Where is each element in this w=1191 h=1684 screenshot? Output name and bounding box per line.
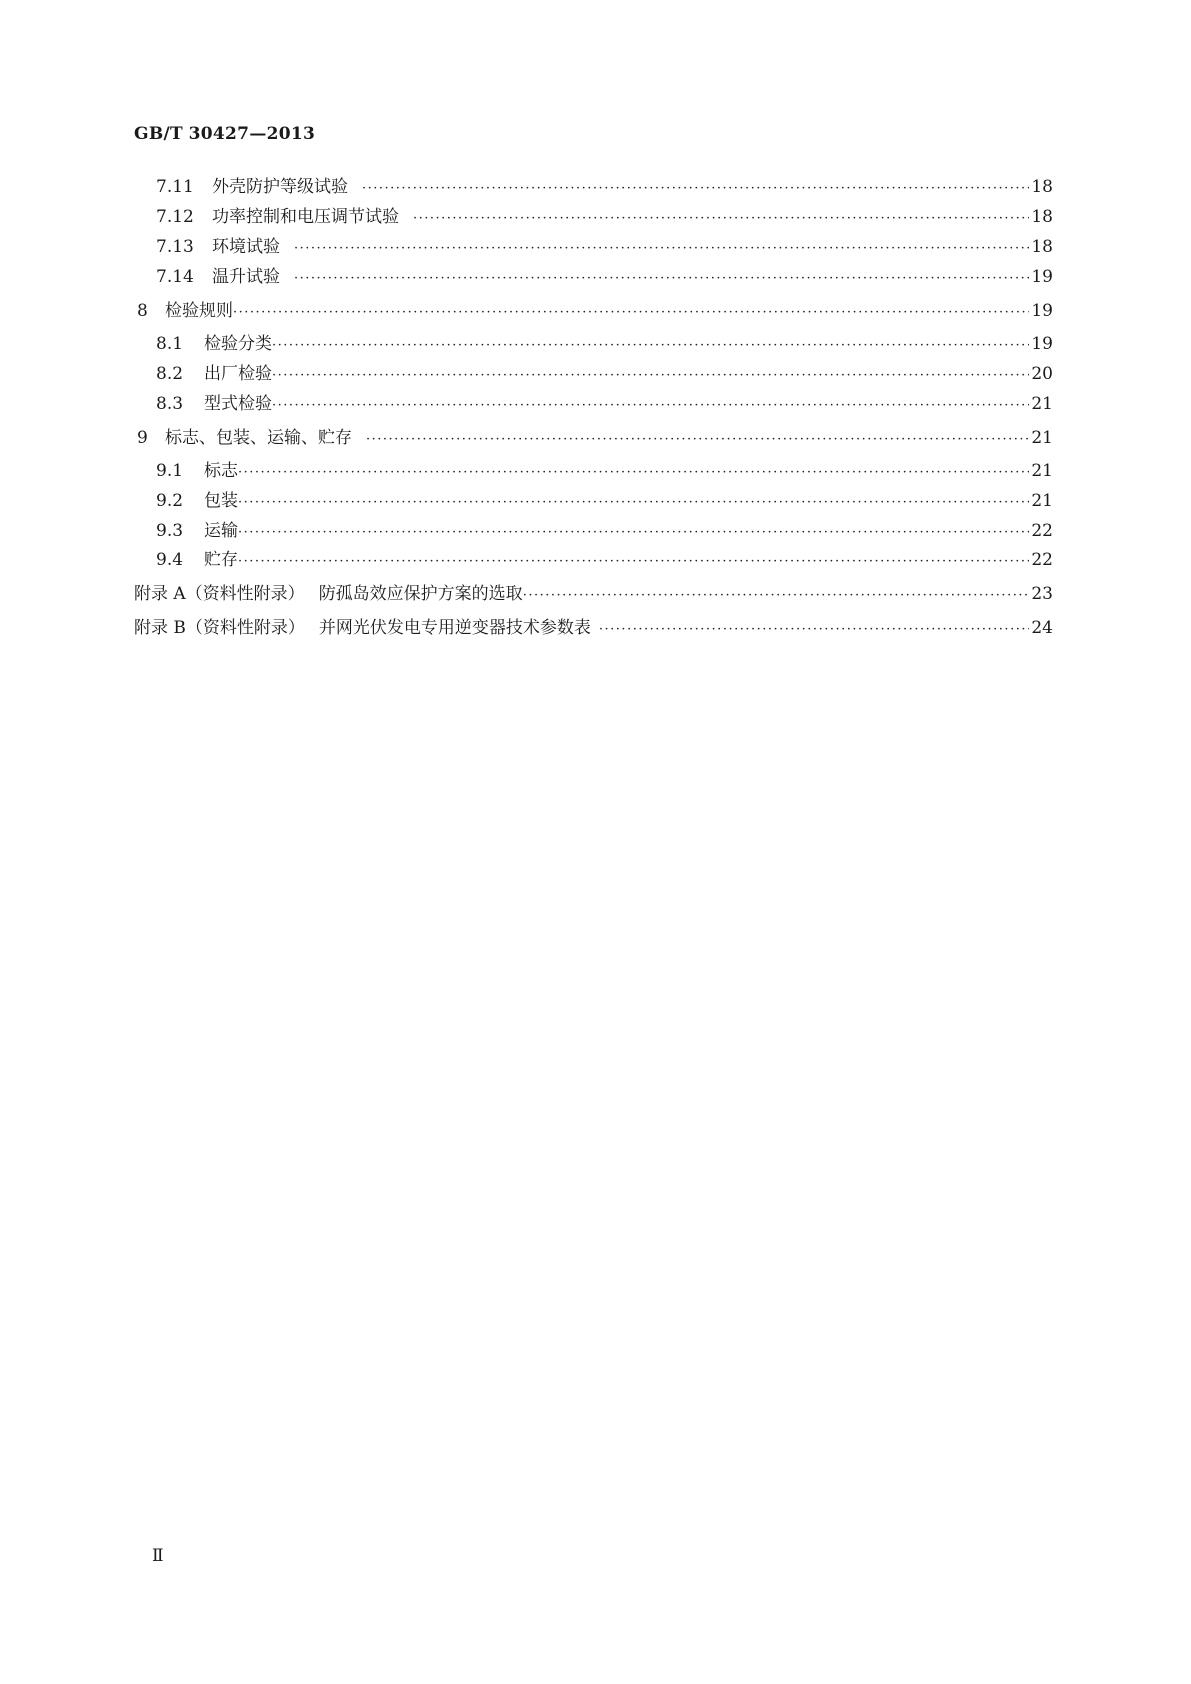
toc-page: 22 [1031,521,1053,541]
toc-page: 21 [1031,394,1053,414]
toc-title: 标志、包装、运输、贮存 [165,428,352,448]
toc-leader [599,622,1029,637]
toc-page: 23 [1031,584,1053,604]
toc-entry[interactable] [156,172,1053,196]
toc-title: 贮存 [204,550,238,570]
toc-leader [413,211,1029,226]
toc-number: 7.12 [156,207,194,227]
toc-number: 8.2 [156,364,184,384]
toc-number: 8.1 [156,334,184,354]
toc-entry[interactable] [137,296,1053,320]
toc-leader [272,368,1029,383]
toc-appendix-label: 附录 B（资料性附录） [134,618,305,638]
toc-entry[interactable] [156,486,1053,510]
page-number: Ⅱ [152,1546,164,1566]
standard-prefix: GB/T [134,124,183,144]
toc-entry[interactable] [137,423,1053,447]
toc-page: 19 [1031,267,1053,287]
toc-title: 检验分类 [204,334,272,354]
toc-page: 18 [1031,237,1053,257]
toc-entry[interactable] [156,545,1053,569]
toc-leader [272,398,1029,413]
toc-entry[interactable] [156,456,1053,480]
document-code [134,124,315,144]
toc-page: 21 [1031,491,1053,511]
toc-number: 9 [137,428,148,448]
toc-number: 9.3 [156,521,184,541]
toc-entry[interactable] [156,232,1053,256]
toc-title: 并网光伏发电专用逆变器技术参数表 [318,618,591,638]
toc-page: 24 [1031,618,1053,638]
toc-title: 包装 [204,491,238,511]
toc-leader [272,338,1029,353]
toc-page: 18 [1031,177,1053,197]
toc-entry[interactable] [156,516,1053,540]
toc-title: 出厂检验 [204,364,272,384]
toc-title: 外壳防护等级试验 [212,177,348,197]
toc-leader [294,271,1029,286]
toc-entry[interactable] [156,389,1053,413]
toc-leader [238,465,1029,480]
toc-title: 标志 [204,461,238,481]
toc-entry[interactable] [156,329,1053,353]
toc-leader [294,241,1029,256]
toc-entry[interactable] [156,262,1053,286]
toc-leader [523,588,1030,603]
toc-leader [238,495,1029,510]
toc-title: 环境试验 [212,237,280,257]
toc-entry-appendix-a[interactable] [134,579,1053,603]
toc-number: 7.14 [156,267,194,287]
toc-number: 9.1 [156,461,184,481]
toc-title: 型式检验 [204,394,272,414]
toc-page: 19 [1031,334,1053,354]
toc-leader [362,181,1029,196]
toc-title: 温升试验 [212,267,280,287]
toc-title: 防孤岛效应保护方案的选取 [318,584,523,604]
toc-leader [233,305,1029,320]
toc-page: 20 [1031,364,1053,384]
toc-page: 22 [1031,550,1053,570]
toc-number: 9.4 [156,550,184,570]
toc-title: 检验规则 [165,301,233,321]
toc-entry-appendix-b[interactable] [134,613,1053,637]
toc-number: 7.13 [156,237,194,257]
toc-appendix-label: 附录 A（资料性附录） [134,584,305,604]
toc-entry[interactable] [156,202,1053,226]
toc-entry[interactable] [156,359,1053,383]
toc-number: 7.11 [156,177,194,197]
standard-number: 30427—2013 [188,124,316,144]
toc-leader [366,432,1029,447]
toc-number: 9.2 [156,491,184,511]
toc-title: 运输 [204,521,238,541]
toc-page: 21 [1031,428,1053,448]
toc-title: 功率控制和电压调节试验 [212,207,399,227]
toc-number: 8 [137,301,148,321]
toc-page: 21 [1031,461,1053,481]
toc-page: 18 [1031,207,1053,227]
toc-leader [238,554,1029,569]
toc-number: 8.3 [156,394,184,414]
toc-leader [238,525,1029,540]
toc-page: 19 [1031,301,1053,321]
